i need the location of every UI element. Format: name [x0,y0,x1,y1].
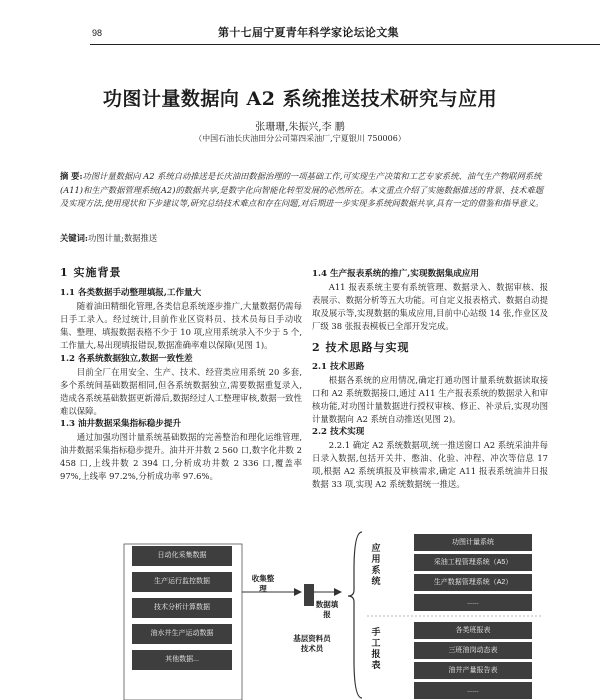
abstract [60,170,548,211]
header-rule [90,44,600,45]
section-1-heading: 1 实施背景 [60,266,122,279]
app-box-4: ...... [414,594,532,611]
section-1-4-heading: 1.4 生产报表系统的推广,实现数据集成应用 [312,269,480,279]
section-2-2-heading: 2.2 技术实现 [312,427,365,438]
base-staff-label: 基层资料员 技术员 [293,634,331,653]
arrow-collect-head [294,588,302,596]
manual-reports-label: 手工报表 [371,628,381,671]
section-1-3-text: 通过加强功图计量系统基础数据的完善整治和理化运维管理,油井数据采集指标稳步提升。油井开井数 2 560 口,数字化井数 2 458 口,上线井数 2 394 口,分析成功井数 2 336 口,覆盖率 97%,上线率 97.2%,分析成功率 97.6%。 [60,432,302,482]
section-2-1-text: 根据各系统的应用情况,确定打通功图计量系统数据读取接口和 A2 系统数据接口,通过 A11 生产报表系统的数据录入和审核功能,对功图计量数据进行授权审核、修正、补录后,实现功图计量数据向 A2 系统自动推送(见图 2)。 [312,374,548,424]
paper-authors: 张珊珊,朱振兴,李 鹏 [255,122,345,133]
keywords [60,232,548,245]
arrow-fill-head [334,588,342,596]
left-box-4: 油水井生产运动数据 [132,624,232,644]
left-box-2: 生产运行监控数据 [132,572,232,592]
fill-label: 数据填报 [315,600,339,619]
worker-icon [304,584,314,606]
left-box-3: 技术分析计算数据 [132,598,232,618]
section-2-1-heading: 2.1 技术思路 [312,361,365,372]
paper-affiliation: （中国石油长庆油田分公司第四采油厂,宁夏银川 750006） [194,134,406,143]
abstract-text: 功图计量数据向 A2 系统自动推送是长庆油田数据治理的一项基础工作,可实现生产决策和工艺专家系统、油气生产物联网系统(A11)和生产数据管理系统(A2)的数据共享,是数字化向智能化转型发展的必然所在。本文重点介绍了实施数据推送的背景、技术难题及实现方法,使用现状和下步建议等,研究总结技术难点和存在问题,对后期进一步实现多系统间数据共享,具有一定的借鉴和指导意义。 [60,171,544,208]
left-box-5: 其他数据... [132,650,232,670]
page-number: 98 [92,28,103,38]
running-header: 第十七届宁夏青年科学家论坛论文集 [218,27,399,39]
right-brace [348,532,362,698]
section-1-3-heading: 1.3 油井数据采集指标稳步提升 [60,419,182,430]
section-1-1-heading: 1.1 各类数据手动整理填报,工作量大 [60,288,202,299]
keywords-label: 关键词: [60,233,88,243]
manual-box-3: 油井产量报告表 [414,662,532,679]
app-systems-label: 应用系统 [371,544,381,587]
manual-box-1: 各类班报表 [414,622,532,639]
left-box-1: 日动化采集数据 [132,546,232,566]
figure-1 [122,530,600,700]
collect-label: 收集整理 [251,574,275,593]
manual-box-4: ...... [414,682,532,699]
keywords-text: 功图计量;数据推送 [87,233,158,243]
manual-box-2: 三班油岗动态表 [414,642,532,659]
paper-title: 功图计量数据向 A2 系统推送技术研究与应用 [102,88,498,110]
section-1-2-text: 目前全厂在用安全、生产、技术、经营类应用系统 20 多套,多个系统间基础数据相同,但各系统数据独立,需要数据重复录入,造成各系统基础数据更新滞后,数据经过人工整理审核,数据一致性难以保障。 [60,366,302,416]
right-column [312,268,548,492]
left-group-frame [124,544,242,700]
section-1-2-heading: 1.2 各系统数据独立,数据一致性差 [60,353,193,364]
app-box-2: 采油工程管理系统（A5） [414,554,532,571]
section-2-heading: 2 技术思路与实现 [312,341,410,355]
app-box-1: 功图计量系统 [414,534,532,551]
abstract-label: 摘 要: [60,171,83,181]
section-1-4-text: A11 报表系统主要有系统管理、数据录入、数据审核、报表展示、数据分析等五大功能。可自定义报表格式、数据自动提取及展示等,实现数据的集成应用,目前中心站级 14 张,作业区及厂级 38 张报表模板已全部开发完成。 [312,282,548,332]
left-column [60,266,302,484]
app-box-3: 生产数据管理系统（A2） [414,574,532,591]
section-1-1-text: 随着油田精细化管理,各类信息系统逐步推广,大量数据仍需每日手工录入。经过统计,目前作业区资料员、技术员每日手动收集、整理、填报数据表格不少于 10 项,应用系统录入不少于 5 个,工作量大,易出现填报错误,数据准确率难以保障(见图 1)。 [60,301,302,351]
section-2-2-1-text: 2.2.1 确定 A2 系统数据项,统一推送窗口 A2 系统采油井每日录入数据,包括开关井、憋油、化验、冲程、冲次等信息 17 项,根据 A2 系统填报及审核需求,确定 A11 报表系统油井日报数据 33 项,实现 A2 系统数据统一推送。 [312,440,548,490]
